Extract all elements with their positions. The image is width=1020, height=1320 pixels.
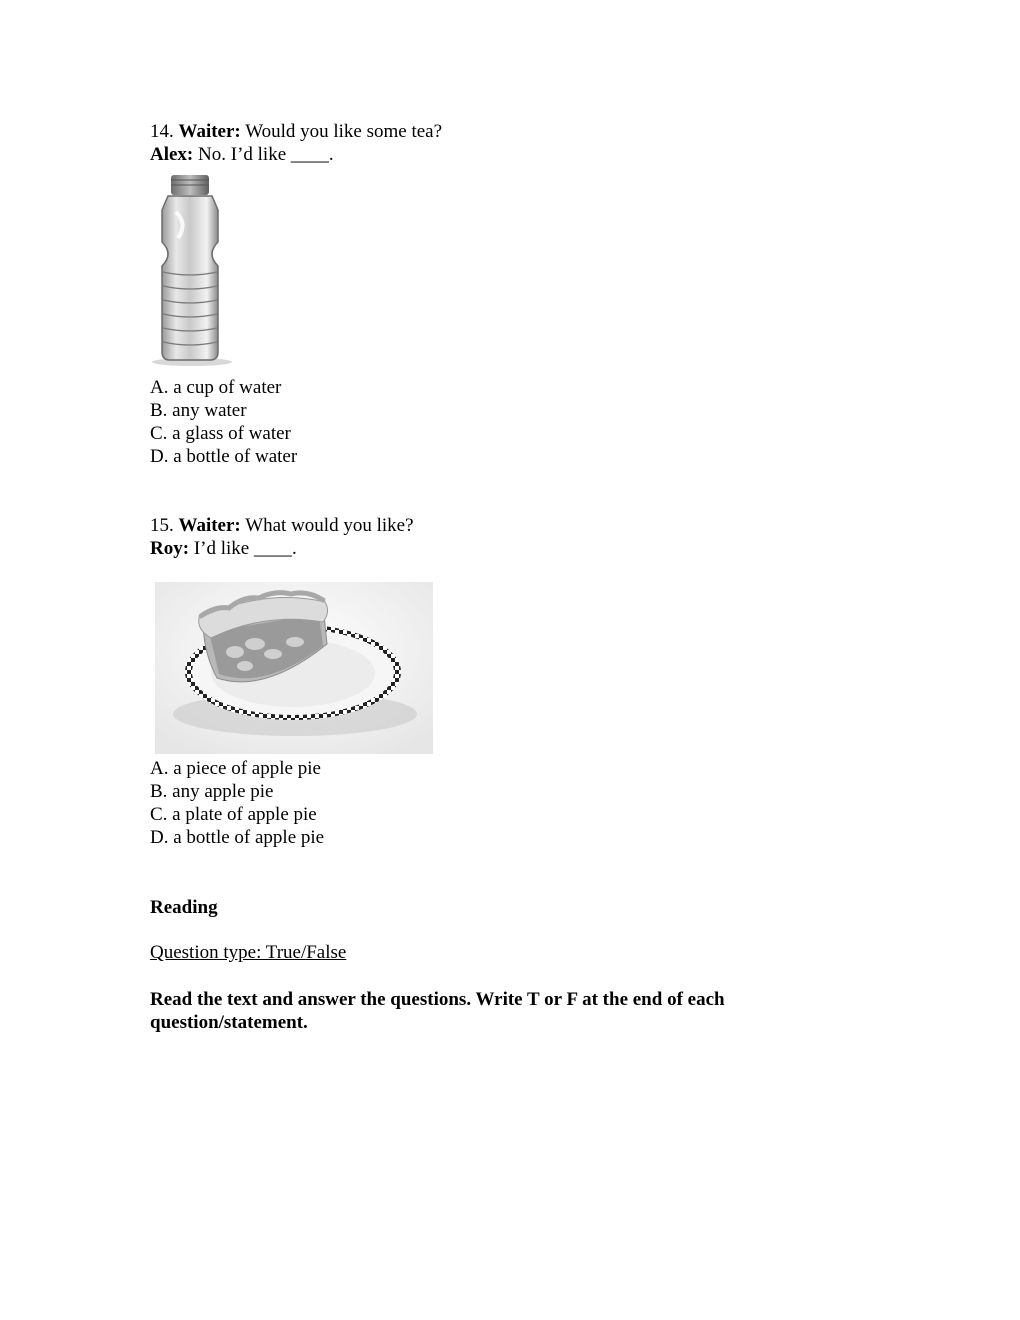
question-type: Question type: True/False [150, 942, 347, 963]
q14-speaker-waiter: Waiter: [178, 121, 241, 142]
q15-waiter-line: What would you like? [245, 515, 414, 536]
q14-option-c: C. a glass of water [150, 423, 291, 444]
q14-option-b: B. any water [150, 400, 247, 421]
q15-speaker-waiter: Waiter: [178, 515, 241, 536]
q15-number: 15. [150, 515, 174, 536]
q15-prompt [150, 514, 414, 537]
q15-roy-line: I’d like ____. [193, 538, 297, 559]
q15-response [150, 537, 297, 560]
q14-alex-line: No. I’d like ____. [198, 144, 334, 165]
reading-heading: Reading [150, 897, 218, 918]
q14-speaker-alex: Alex: [150, 144, 194, 165]
q14-option-d: D. a bottle of water [150, 446, 298, 467]
water-bottle-image [148, 172, 238, 368]
q15-option-c: C. a plate of apple pie [150, 804, 317, 825]
q14-prompt [150, 120, 442, 143]
q14-number: 14. [150, 121, 174, 142]
q15-option-a: A. a piece of apple pie [150, 758, 321, 779]
q15-option-b: B. any apple pie [150, 781, 274, 802]
reading-instruction: Read the text and answer the questions. Write T or F at the end of each question/statement. [150, 989, 725, 1033]
q14-response [150, 143, 334, 166]
q15-speaker-roy: Roy: [150, 538, 190, 559]
apple-pie-image [155, 582, 433, 754]
q14-waiter-line: Would you like some tea? [245, 121, 443, 142]
q14-option-a: A. a cup of water [150, 377, 282, 398]
q15-option-d: D. a bottle of apple pie [150, 827, 325, 848]
